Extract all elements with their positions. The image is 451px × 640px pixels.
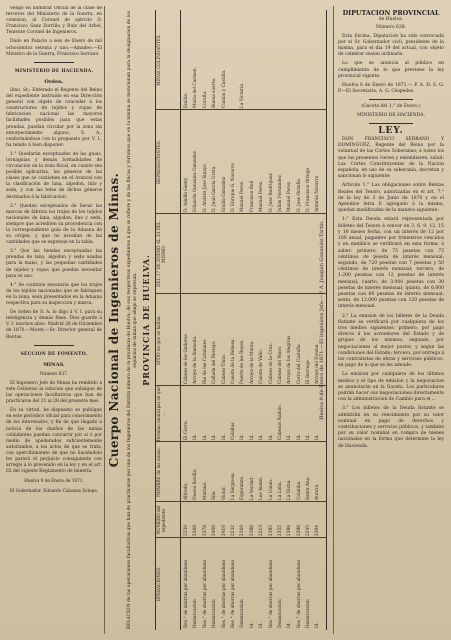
header-colindantes: MINAS COLINDANTES. (156, 10, 181, 110)
cell-termino: Id. (212, 434, 218, 440)
cell-op: Id. (259, 622, 265, 628)
cell-nombre: Nuevo Sevilla. (193, 468, 199, 500)
cell-sitio: Cañada del Reviejo. (212, 340, 218, 384)
table-row (285, 10, 294, 630)
table-row (201, 10, 210, 630)
cell-num: 2245 (306, 525, 312, 536)
cell-rep: Eduardo Gonzalez Gonzalez (193, 151, 199, 212)
diputacion-paragraph: Lo que se anuncia al público en cumplimiento de lo que previene la ley provincial vigente. (338, 61, 444, 79)
divider (34, 62, 74, 63)
cell-num: 2410 (221, 525, 227, 536)
header-sitio: SITIO en que se hallan. (156, 294, 181, 386)
rotated-content (105, 6, 333, 634)
cell-op: Rec.° de aborras por abandono (296, 560, 302, 628)
cell-rep: Manuel Perez. (259, 180, 265, 212)
cell-rep: Manuel Perez. (240, 180, 246, 212)
cell-nombre: La Verdad. (249, 476, 255, 500)
diputacion-number: Número 638. (375, 25, 407, 31)
cell-sitio: Arroyo del Fresno. (315, 343, 321, 384)
divider (369, 123, 413, 124)
cell-op: Id. (249, 622, 255, 628)
header-numero: NÚMERO del expediente. (156, 502, 181, 538)
cell-termino: El Cerro. (184, 420, 189, 440)
cell-col: Buena suerte. (212, 77, 218, 108)
table-footer: Huelva 9 de Enero de 1871.—El Ingeniero Jefe.—P. A. Joaquin Gonzalez Tartin. (319, 220, 325, 420)
cell-rep: Antonio Navarro (315, 175, 321, 212)
cell-termino: Id. (296, 434, 302, 440)
order-heading: Orden. (44, 78, 64, 85)
cell-termino: Calañas. (230, 421, 236, 440)
cell-rep: D. Enrique G. Navarro (230, 163, 236, 212)
cell-op: Id. (315, 622, 321, 628)
table-row (257, 10, 266, 630)
cell-nombre: La Union. (268, 478, 274, 500)
cell-rep: D. Jose Rodriguez (268, 173, 274, 212)
cell-num: 2378 (202, 525, 208, 536)
cell-termino: Id. (221, 434, 227, 440)
order-paragraph: 3.° Que las tiendas exceptuadas las prendas de lana, algodon y seda usadas para la mano, y las pequeñas cantidades de tejidos y ropas que puedan necesitar para su uso. (6, 249, 102, 279)
province-title: PROVINCIA DE HUELVA. (141, 254, 151, 386)
header-termino: Término municipal en que ... (156, 386, 181, 442)
table-row (210, 10, 219, 630)
header-dia: DEL 17 DE ENERO AL 24 DEL MISMO. (156, 214, 181, 294)
cell-op: Rec.° de aborras por abandono (184, 560, 189, 628)
cell-op: Rec.° de aborras por abandono (221, 560, 227, 628)
header-operaciones: OPERACIONES. (156, 538, 181, 630)
ley-paragraph: 2.° La emision de los billetes de la Deuda flotante se verificará por cualquiera de los tres medios siguientes: primero, por pago directo á los acreedores del Estado y de grupos de los mismos; segundo, por negociaciones al mejor postor, y segun las condiciones del Estado; tercero, por entrega á los contratistas de obras y servicios públicos, en pago de lo que se les adeude. (338, 313, 444, 369)
intro-paragraph: Dado en Palacio a seis de Enero de mil ochocientos setenta y uno.—Amadeo.—El Ministro de la Guerra, Francisco Serrano. (6, 39, 102, 57)
cell-op: Rec.° de aborras por abandono (202, 560, 208, 628)
cell-num: 2296 (296, 525, 302, 536)
cell-op: Demarcacion (240, 599, 246, 628)
table-row (276, 10, 285, 630)
cell-nombre: Aurora. (315, 483, 321, 500)
cell-col: Coruña. (202, 90, 208, 108)
table-row (182, 10, 191, 630)
ley-paragraph: Artículo 1.° Las obligaciones sobre Rentas Reales del Tesoro, autorizadas en el art. 7.° de la ley de 3 de Junio de 1870 y en el Apéndice letra E agregado á la misma, quedan modificadas de la manera siguiente: (338, 183, 444, 214)
header-nombre: NOMBRE de las minas. (156, 442, 181, 502)
right-column (338, 10, 444, 634)
table-row (267, 10, 276, 630)
cell-termino: Id. (268, 434, 274, 440)
cell-sitio: Cuesta de la Dehesa. (230, 338, 236, 384)
cell-nombre: La Dicha. (287, 479, 293, 500)
cell-sitio: Cabezo de la Cruz. (268, 342, 274, 384)
minas-date: Huelva 9 de Enero de 1871. (24, 478, 84, 484)
minas-paragraph: El Ingeniero Jefe de Minas ha remitido á este Gobierno la relacion que subsigue de las operaciones facultativas que han de practicarse del 21 al 28 del presente mes. (6, 380, 102, 405)
ministry-heading: MINISTERIO DE HACIENDA. (14, 68, 94, 74)
operations-table (155, 10, 327, 630)
cell-nombre: La Sorpresa. (230, 472, 236, 500)
ministry-heading: MINISTERIO DE HACIENDA. (357, 112, 425, 118)
cell-num: 2160 (240, 525, 246, 536)
cell-num: 2304 (315, 525, 321, 536)
cell-rep: D. Jose Orduña (296, 179, 302, 212)
cell-rep: Emilio Gonzalez (221, 176, 227, 212)
cell-col: Cumba y Castillo. (221, 69, 227, 108)
cell-op: Demarcacion (212, 599, 218, 628)
gaceta-note: (Gaceta del 1.° de Enero.) (361, 104, 421, 110)
mining-table-section (104, 6, 334, 634)
cell-num: 2213 (259, 525, 265, 536)
table-row (238, 10, 247, 630)
cell-rep: Julian Fernandez (277, 175, 283, 212)
cell-rep: Manuel Perez. (287, 180, 293, 212)
cell-sitio: Arroyo de la Monta. (249, 340, 255, 384)
cell-sitio: Cabezo del Moro. (277, 345, 283, 384)
cell-sitio: Rio de los Catalanes. (202, 338, 208, 384)
cell-rep: D. Juan Garcia Ureta (212, 166, 218, 212)
cell-sitio: Arroyo de la Alameda. (193, 335, 199, 384)
diputacion-paragraph: Esta Excma. Diputacion ha sido convocada por el Sr. Gobernador civil, presidente de la misma, para el dia 19 del actual, con objeto de celebrar sesion ordinaria. (338, 33, 444, 58)
cell-rep: D. Francisco Ortega (306, 168, 312, 212)
cell-sitio: Cabezo Tinto. (221, 354, 227, 384)
ley-paragraph: La emision por cualquiera de los últimos medios y el tipo de emision y la negociacion se anunciarán en la Gaceta. Los particulares podrán hacer sus negociaciones directamente con la administracion de Cambio para el ... (338, 372, 444, 403)
cell-nombre: Marimo. (202, 481, 208, 500)
cell-op: Demarcacion (193, 599, 199, 628)
cell-nombre: La Loba. (277, 481, 283, 500)
table-row (229, 10, 238, 630)
divider (369, 99, 413, 100)
cell-rep: D. Adolfo Genty (184, 177, 189, 212)
cell-col: Emilia. (184, 92, 189, 108)
cell-num: 2195 (268, 525, 274, 536)
cell-nombre: Alfredo. (184, 482, 189, 500)
cell-num: 2330 (184, 525, 189, 536)
cell-termino: Id. (193, 434, 199, 440)
cell-termino: Id. (306, 434, 312, 440)
cell-col: Maria del Carmen. (193, 66, 199, 108)
cell-nombre: Victor. (221, 485, 227, 500)
diputacion-subheading: de Huelva. (378, 17, 404, 23)
cell-termino: Id. (202, 434, 208, 440)
cell-nombre: Esperanza. (240, 475, 246, 500)
order-paragraph: 2.° Quedan exceptuados de llevar las marcas de fábrica los trajes de los tejidos nacionales de lana, algodon, lino y seda, siempre que acrediten su procedencia con la correspondiente guia de la Aduana de su origen, y que no excedan de las cantidades que se expresan en la tabla. (6, 203, 102, 246)
cell-termino: Id. (249, 434, 255, 440)
cell-op: Rec.° de aborras por abandono (268, 560, 274, 628)
cell-sitio: Puerto de los Reyes. (240, 339, 246, 384)
cell-nombre: Los Andes. (259, 476, 265, 500)
cell-termino: Id. (240, 434, 246, 440)
cell-op: Id. (287, 622, 293, 628)
cell-op: Demarcacion (306, 599, 312, 628)
order-paragraph: 1.° Quedarán exceptuados de las guias, tornaguias y demás formalidades de circulacion en la zona fiscal, en cuanto sea posible aplicarlas, los géneros de las clases que se contienen en el Arancel con la clasificación de lana, algodon, hilo y seda, y con las telas de dichos géneros destinados á la fabricacion. (6, 151, 102, 200)
signature: El Gobernador, Eduardo Cabanas Estepa. (9, 488, 99, 494)
relation-subtitle: RELACION de las operaciones facultativas que han de practicarse por uno de los Ingenieros del Distrito minero de la provincia de Huelva, de sus respectivos expedientes á que se refiere y de las fincas y términos que en la misma se mencionan para la designacion de los espacios de minas que abajo se expresan. (127, 10, 138, 630)
cell-op: Demarcacion (277, 599, 283, 628)
ley-heading: LEY. (378, 125, 404, 136)
header-representantes: REPRESENTANTES. (156, 110, 181, 214)
order-paragraph: Ilmo. Sr.: Enterado el Regente del Reino del expediente instruido en esa Dirección general con objeto de conceder á los constructores de tejidos y ropas de fabricacion nacional las mayores facilidades posibles para que estas prendas, puedan circular por la zona sin entorpecimiento alguno; S. A., conformándose con lo propuesto por V. I., ha tenido á bien disponer: (6, 87, 102, 148)
cell-num: 2355 (277, 525, 283, 536)
left-column (6, 6, 102, 634)
intro-paragraph: Vengo en nombrar Oficial de la clase de terceros del Ministerio de la Guerra, en comision, al Coronel de ejército D. Francisco Sanz Zorrilla y Rulz del Arbol, Teniente Coronel de Ingenieros. (6, 6, 102, 36)
table-row (248, 10, 257, 630)
cell-nombre: Santa Ana. (306, 476, 312, 500)
cell-termino: Id. (287, 434, 293, 440)
order-paragraph: 4.° Se continúe necesaria que los trajes de los tejidos nacionales que se fabriquen en la zona, sean presentados en la Aduana respectiva para su inspeccion y marca. (6, 282, 102, 307)
corps-title: Cuerpo Nacional de Ingenieros de Minas. (107, 172, 121, 468)
ley-paragraph: 3.° Los billetes de la Deuda flotante se admitirán en su vencimiento por su valor nominal en pago de derechos y contribuciones y servicios públicos, y también por su valor nominal en compra de bienes nacionales en la forma que determine la ley de Hacienda. (338, 406, 444, 449)
cell-sitio: Cabezo de los Gaderos (184, 334, 189, 384)
ley-paragraph: 1.° Esta Deuda estará representada por billetes del Tesoro á vencer en 3, 6, 9, 12, 15 y 18 meses fecha, con un interés de 12 por 100 anual, pagadero por trimestres vencidos y en metálico se verificará en esta forma: á saber: primero, de 75 pesetas con 75 céntimos de peseta de interés mensual; segundo, de 720 pesetas con 7 pesetas y 50 céntimos de interés mensual; tercero, de 1.200 pesetas con 12 pesetas de interés mensual; cuarto, de 3.000 pesetas con 30 pesetas de interés mensual; quinto, de 6.000 pesetas con 60 pesetas de interés mensual; sexto, de 12.000 pesetas con 120 pesetas de interés mensual. (338, 217, 444, 310)
cell-termino: Id. (259, 434, 265, 440)
table-row (191, 10, 200, 630)
table-body (182, 10, 323, 630)
cell-rep: Francisco Buil (249, 180, 255, 212)
cell-num: 2408 (212, 525, 218, 536)
diputacion-paragraph: Huelva 8 de Enero de 1871.— P. A. D. S. G. P.—El Secretario, A. G. Céspedes. (338, 83, 444, 95)
cell-num: 2386 (287, 525, 293, 536)
cell-rep: D. Andres Jose Sinayo (202, 164, 208, 212)
divider (34, 345, 74, 346)
cell-num: 2232 (230, 525, 236, 536)
ley-paragraph: DON FRANCISCO SERRANO Y DOMINGUEZ, Regente del Reino por la voluntad de las Córtes Soberanas; á todos los que las presentes vieren y entendieren, salud: Las Córtes Constituyentes de la Nacion española, en uso de su soberanía, decretan y sancionan lo siguiente: (338, 137, 444, 180)
order-paragraph: De órden de S. A. lo digo á V. I. para su inteligencia y demás fines. Dios guarde á V. I. muchos años. Madrid 28 de Diciembre de 1870.—Moret.—Sr. Director general de Rentas. (6, 310, 102, 340)
minas-paragraph: En su virtud, he dispuesto se publique en este periódico oficial para conocimiento de los interesados, y fin de que llegado a noticia de los dueños de las minas colindantes puedan concurrir por si ó por medio de apoderados suficientemente autorizados, á los actos de que se trata, con apercibimiento de que no haciéndolo les parará el perjuicio consiguiente con arreglo á lo prevenido en la ley y en el art. 65 del vigente Reglamento de minería. (6, 408, 102, 475)
cell-sitio: Cerro del Castaño. (296, 343, 302, 384)
table-row (304, 10, 313, 630)
cell-num: 2188 (249, 525, 255, 536)
cell-op: Rec.° de aborras por abandono (230, 560, 236, 628)
fomento-heading: SECCION DE FOMENTO. (20, 351, 88, 357)
cell-sitio: Cuesta de Valle. (259, 348, 265, 384)
table-row (295, 10, 304, 630)
cell-nombre: Silo. (212, 490, 218, 500)
cell-termino: Cabezas Rubias. (277, 404, 283, 440)
minas-number: Número 637. (40, 370, 68, 376)
minas-heading: MINAS. (43, 361, 65, 368)
table-row (220, 10, 229, 630)
cell-nombre: Catalina. (296, 480, 302, 500)
cell-num: 2368 (193, 525, 199, 536)
cell-sitio: Arroyo de las Alegrías (287, 335, 293, 384)
cell-col: La Victoria. (240, 82, 246, 108)
cell-termino: Id. (315, 434, 321, 440)
cell-sitio: El Borrego. (306, 359, 312, 384)
diputacion-heading: DIPUTACION PROVINCIAL (342, 10, 440, 17)
